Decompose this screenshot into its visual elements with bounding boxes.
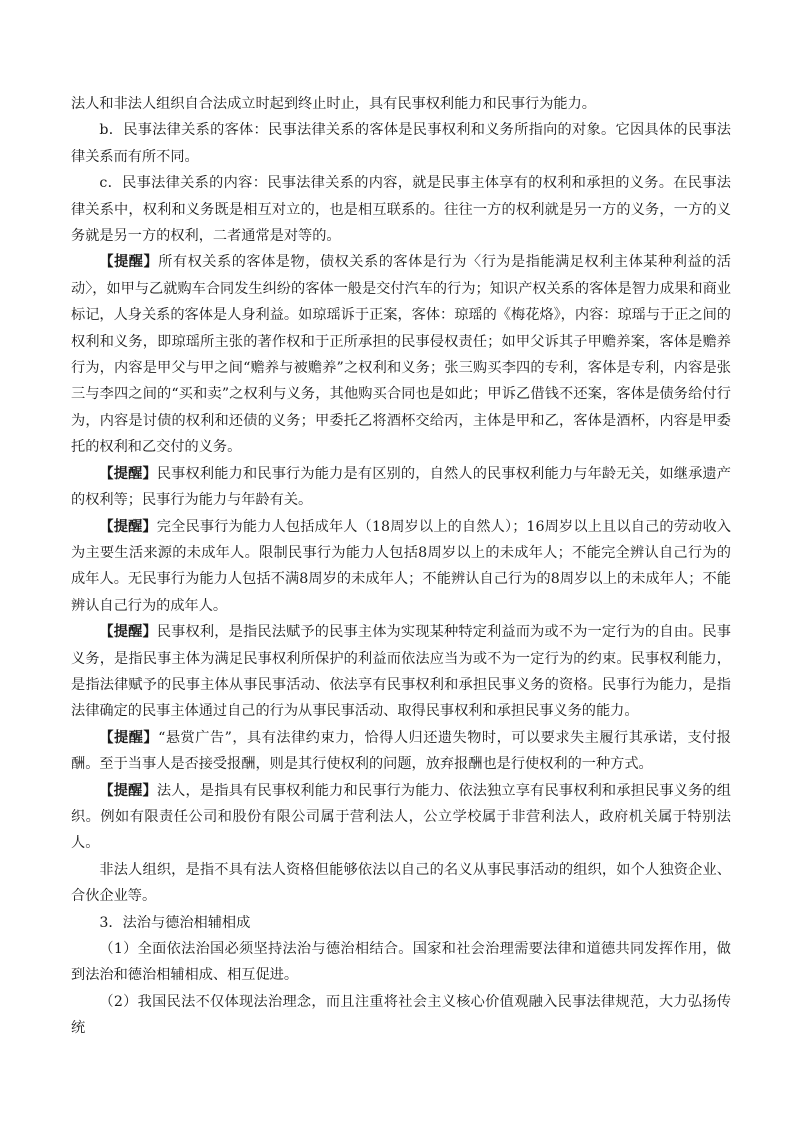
paragraph	[71, 989, 731, 1042]
reminder-paragraph	[71, 249, 731, 460]
paragraph-text: 3．法治与德治相辅相成	[99, 914, 251, 931]
reminder-paragraph	[71, 619, 731, 725]
reminder-label: 【提醒】	[99, 782, 157, 799]
reminder-label: 【提醒】	[99, 729, 159, 746]
paragraph-text: 所有权关系的客体是物，债权关系的客体是行为〈行为是指能满足权利主体某种利益的活动〉，如甲与乙就购车合同发生纠纷的客体一般是交付汽车的行为；知识产权关系的客体是智力成果和商业标记，人身关系的客体是人身利益。如琼瑶诉于正案，客体：琼瑶的《梅花烙》，内容：琼瑶与于正之间的权利和义务，即琼瑶所主张的著作权和于正所承担的民事侵权责任；如甲父诉其子甲赡养案，客体是赡养行为，内容是甲父与甲之间“赡养与被赡养”之权利和义务；张三购买李四的专利，客体是专利，内容是张三与李四之间的“买和卖”之权利与义务，其他购买合同也是如此；甲诉乙借钱不还案，客体是债务给付行为，内容是讨债的权利和还债的义务；甲委托乙将酒杯交给丙，主体是甲和乙，客体是酒杯，内容是甲委托的权利和乙交付的义务。	[71, 254, 731, 456]
reminder-label: 【提醒】	[99, 254, 159, 271]
reminder-label: 【提醒】	[99, 518, 157, 535]
reminder-label: 【提醒】	[99, 624, 157, 641]
paragraph	[71, 936, 731, 989]
paragraph-text: 完全民事行为能力人包括成年人（18周岁以上的自然人）；16周岁以上且以自己的劳动收入为主要生活来源的未成年人。限制民事行为能力人包括8周岁以上的未成年人；不能完全辨认自己行为的成年人。无民事行为能力人包括不满8周岁的未成年人；不能辨认自己行为的8周岁以上的未成年人；不能辨认自己行为的成年人。	[71, 518, 731, 614]
reminder-paragraph	[71, 514, 731, 620]
paragraph-text: “悬赏广告”，具有法律约束力，恰得人归还遗失物时，可以要求失主履行其承诺，支付报酬。至于当事人是否接受报酬，则是其行使权利的问题，放弃报酬也是行使权利的一种方式。	[71, 729, 731, 773]
document-body	[71, 91, 731, 1042]
paragraph-text: 民事权利，是指民法赋予的民事主体为实现某种特定利益而为或不为一定行为的自由。民事义务，是指民事主体为满足民事权利所保护的利益而依法应当为或不为一定行为的约束。民事权利能力，是指法律赋予的民事主体从事民事活动、依法享有民事权利和承担民事义务的资格。民事行为能力，是指法律确定的民事主体通过自己的行为从事民事活动、取得民事权利和承担民事义务的能力。	[71, 624, 731, 720]
paragraph-text: 法人和非法人组织自合法成立时起到终止时止，具有民事权利能力和民事行为能力。	[71, 96, 596, 112]
paragraph-text: 非法人组织，是指不具有法人资格但能够依法以自己的名义从事民事活动的组织，如个人独资企业、合伙企业等。	[71, 861, 731, 905]
paragraph	[71, 117, 731, 170]
paragraph-text: c．民事法律关系的内容：民事法律关系的内容，就是民事主体享有的权利和承担的义务。在民事法律关系中，权利和义务既是相互对立的，也是相互联系的。往往一方的权利就是另一方的义务，一方的义务就是另一方的权利，二者通常是对等的。	[71, 175, 731, 245]
reminder-paragraph	[71, 461, 731, 514]
reminder-paragraph	[71, 778, 731, 857]
reminder-paragraph	[71, 725, 731, 778]
reminder-label: 【提醒】	[99, 465, 157, 482]
paragraph	[71, 170, 731, 249]
paragraph	[71, 857, 731, 910]
paragraph-text: 民事权利能力和民事行为能力是有区别的，自然人的民事权利能力与年龄无关，如继承遗产的权利等；民事行为能力与年龄有关。	[71, 465, 731, 509]
paragraph-text: b．民事法律关系的客体：民事法律关系的客体是民事权利和义务所指向的对象。它因具体的民事法律关系而有所不同。	[71, 122, 731, 165]
paragraph-text: （1）全面依法治国必须坚持法治与德治相结合。国家和社会治理需要法律和道德共同发挥作用，做到法治和德治相辅相成、相互促进。	[71, 941, 731, 984]
paragraph-text: （2）我国民法不仅体现法治理念，而且注重将社会主义核心价值观融入民事法律规范，大力弘扬传统	[71, 993, 731, 1037]
paragraph	[71, 91, 731, 117]
paragraph-text: 法人，是指具有民事权利能力和民事行为能力、依法独立享有民事权利和承担民事义务的组织。例如有限责任公司和股份有限公司属于营利法人，公立学校属于非营利法人，政府机关属于特别法人。	[71, 782, 731, 852]
paragraph	[71, 910, 731, 936]
